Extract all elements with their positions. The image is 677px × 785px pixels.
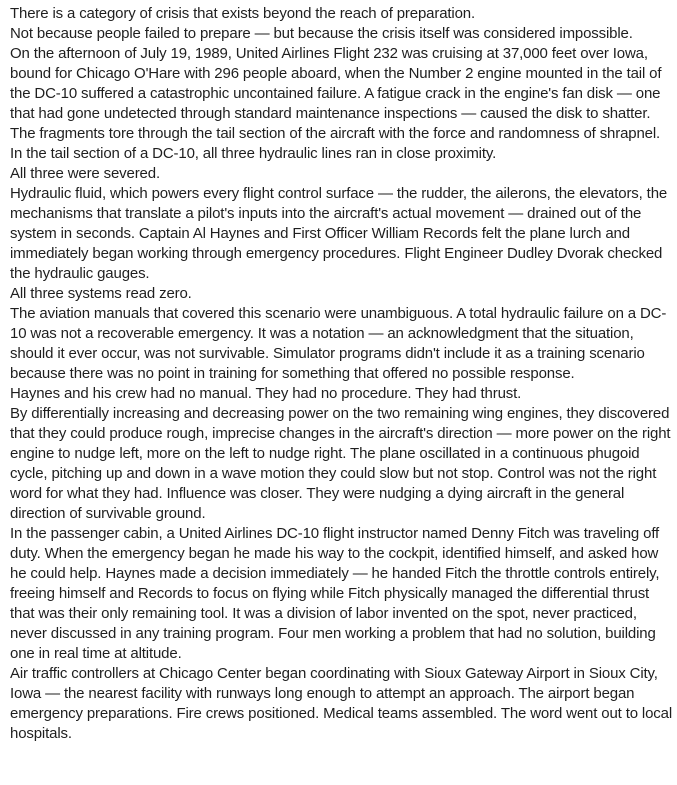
paragraph: There is a category of crisis that exists beyond the reach of preparation. — [10, 5, 475, 22]
paragraph: By differentially increasing and decreasing power on the two remaining wing engines, they discovered that they could produce rough, imprecise changes in the aircraft's direction — more power on the right engine to nudge left, more on the left to nudge right. The plane oscillated in a continuous phugoid cycle, pitching up and down in a wave motion they could slow but not stop. Control was not the right word for what they had. Influence was closer. They were nudging a dying aircraft in the general direction of survivable ground. — [10, 405, 671, 522]
paragraph: On the afternoon of July 19, 1989, United Airlines Flight 232 was cruising at 37,000 feet over Iowa, bound for Chicago O'Hare with 296 people aboard, when the Number 2 engine mounted in the tail of the DC-10 suffered a catastrophic uncontained failure. A fatigue crack in the engine's fan disk — one that had gone undetected through standard maintenance inspections — caused the disk to shatter. The fragments tore through the tail section of the aircraft with the force and randomness of shrapnel. — [10, 45, 662, 142]
paragraph: Not because people failed to prepare — but because the crisis itself was considered impossible. — [10, 25, 633, 42]
paragraph: Haynes and his crew had no manual. They had no procedure. They had thrust. — [10, 385, 522, 402]
paragraph: All three were severed. — [10, 165, 160, 182]
paragraph: All three systems read zero. — [10, 285, 192, 302]
paragraph: In the passenger cabin, a United Airlines DC-10 flight instructor named Denny Fitch was traveling off duty. When the emergency began he made his way to the cockpit, identified himself, and asked how he could help. Haynes made a decision immediately — he handed Fitch the throttle controls entirely, freeing himself and Records to focus on flying while Fitch physically managed the differential thrust that was their only remaining tool. It was a division of labor invented on the spot, never practiced, never discussed in any training program. Four men working a problem that had no solution, building one in real time at altitude. — [10, 525, 660, 662]
paragraph: The aviation manuals that covered this scenario were unambiguous. A total hydraulic failure on a DC-10 was not a recoverable emergency. It was a notation — an acknowledgment that the situation, should it ever occur, was not survivable. Simulator programs didn't include it as a training scenario because there was no point in training for something that offered no possible response. — [10, 305, 667, 382]
paragraph: In the tail section of a DC-10, all three hydraulic lines ran in close proximity. — [10, 145, 497, 162]
paragraph: Hydraulic fluid, which powers every flight control surface — the rudder, the ailerons, the elevators, the mechanisms that translate a pilot's inputs into the aircraft's actual movement — drained out of the system in seconds. Captain Al Haynes and First Officer William Records felt the plane lurch and immediately began working through emergency procedures. Flight Engineer Dudley Dvorak checked the hydraulic gauges. — [10, 185, 668, 282]
paragraph: Air traffic controllers at Chicago Center began coordinating with Sioux Gateway Airport in Sioux City, Iowa — the nearest facility with runways long enough to attempt an approach. The airport began emergency preparations. Fire crews positioned. Medical teams assembled. The word went out to local hospitals. — [10, 665, 673, 742]
